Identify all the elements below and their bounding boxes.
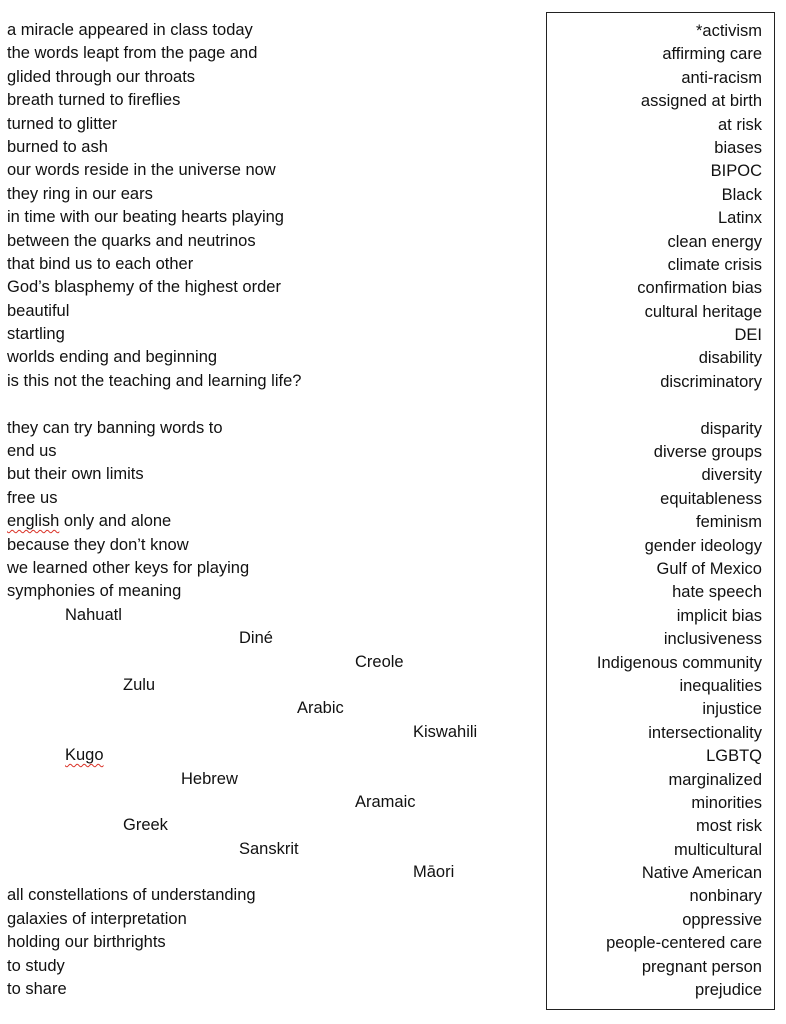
spellcheck-underlined-word: Kugo <box>65 746 104 765</box>
language-kugo <box>7 744 527 767</box>
banned-word: discriminatory <box>660 372 762 391</box>
poem-line: we learned other keys for playing <box>7 558 250 577</box>
banned-word: diversity <box>701 466 762 485</box>
poem-line: because they don’t know <box>7 535 189 554</box>
banned-word: assigned at birth <box>640 92 762 111</box>
banned-word: confirmation bias <box>637 279 762 298</box>
poem-line: breath turned to fireflies <box>7 91 181 110</box>
poem-line: is this not the teaching and learning life? <box>7 371 302 390</box>
language-creole: Creole <box>355 652 404 671</box>
banned-word: clean energy <box>667 232 762 251</box>
list-gap <box>597 394 762 417</box>
banned-word: oppressive <box>682 910 762 929</box>
poem-line: our words reside in the universe now <box>7 161 276 180</box>
banned-word: climate crisis <box>667 255 762 274</box>
language-zulu: Zulu <box>123 675 156 694</box>
poem-line: they ring in our ears <box>7 184 153 203</box>
banned-word: multicultural <box>673 840 762 859</box>
poem-line: galaxies of interpretation <box>7 909 187 928</box>
banned-word: Latinx <box>717 209 762 228</box>
poem-line: symphonies of meaning <box>7 582 182 601</box>
poem-line: a miracle appeared in class today <box>7 21 253 39</box>
banned-word: disparity <box>700 419 762 438</box>
poem-line: glided through our throats <box>7 67 196 86</box>
banned-word: pregnant person <box>641 957 762 976</box>
banned-word: DEI <box>734 326 762 345</box>
language-aramaic: Aramaic <box>355 792 416 811</box>
banned-word: gender ideology <box>644 536 762 555</box>
banned-word: anti-racism <box>681 68 762 87</box>
banned-words-box <box>546 12 775 1010</box>
poem-line: worlds ending and beginning <box>7 348 218 367</box>
poem-line: holding our birthrights <box>7 933 166 952</box>
banned-word: inequalities <box>679 676 762 695</box>
language-maori: Māori <box>413 863 455 882</box>
banned-word: most risk <box>696 817 762 836</box>
poem-line: turned to glitter <box>7 114 118 133</box>
banned-word: minorities <box>691 793 762 812</box>
poem-line: but their own limits <box>7 465 144 484</box>
poem <box>7 19 527 1001</box>
poem-line: startling <box>7 325 65 344</box>
poem-line: free us <box>7 488 58 507</box>
poem-line: God’s blasphemy of the highest order <box>7 278 281 297</box>
banned-word: LGBTQ <box>706 747 762 766</box>
banned-word: implicit bias <box>676 606 762 625</box>
banned-word: at risk <box>717 115 762 134</box>
banned-word: Native American <box>641 864 762 883</box>
banned-word: BIPOC <box>710 162 762 181</box>
language-greek: Greek <box>123 816 168 835</box>
stanza-break <box>7 393 527 416</box>
banned-word: *activism <box>695 22 762 40</box>
language-nahuatl: Nahuatl <box>65 605 122 624</box>
banned-word: injustice <box>702 700 762 719</box>
banned-word: biases <box>714 138 762 157</box>
banned-word: Gulf of Mexico <box>656 559 762 578</box>
banned-word: hate speech <box>672 583 762 602</box>
banned-word: Indigenous community <box>596 653 762 672</box>
banned-word: disability <box>698 349 762 368</box>
language-hebrew: Hebrew <box>181 769 238 788</box>
poem-line: between the quarks and neutrinos <box>7 231 256 250</box>
poem-line-rest: only and alone <box>59 512 172 531</box>
banned-word: Black <box>721 185 762 204</box>
poem-line: they can try banning words to <box>7 418 223 437</box>
spellcheck-underlined-word: english <box>7 512 60 531</box>
banned-word: cultural heritage <box>644 302 762 321</box>
language-arabic: Arabic <box>297 699 344 718</box>
banned-word: equitableness <box>660 489 762 508</box>
poem-line: burned to ash <box>7 137 108 156</box>
poem-line: beautiful <box>7 301 70 320</box>
poem-line: that bind us to each other <box>7 254 194 273</box>
language-kiswahili: Kiswahili <box>413 722 478 741</box>
poem-line: end us <box>7 442 57 461</box>
banned-word: feminism <box>695 513 762 532</box>
banned-word: nonbinary <box>689 887 762 906</box>
poem-line: the words leapt from the page and <box>7 44 258 63</box>
banned-word: affirming care <box>662 45 762 64</box>
banned-word: intersectionality <box>648 723 762 742</box>
poem-line: all constellations of understanding <box>7 886 256 905</box>
poem-line: to share <box>7 980 67 999</box>
banned-word: marginalized <box>668 770 762 789</box>
poem-line: to study <box>7 956 65 975</box>
banned-word: people-centered care <box>606 934 762 953</box>
poem-line-english <box>7 510 527 533</box>
banned-word: inclusiveness <box>663 630 762 649</box>
banned-word: prejudice <box>695 981 762 1000</box>
language-dine: Diné <box>239 629 273 648</box>
language-sanskrit: Sanskrit <box>239 839 299 858</box>
banned-word: diverse groups <box>653 443 762 462</box>
banned-words-list <box>597 20 762 1002</box>
poem-line: in time with our beating hearts playing <box>7 208 284 227</box>
